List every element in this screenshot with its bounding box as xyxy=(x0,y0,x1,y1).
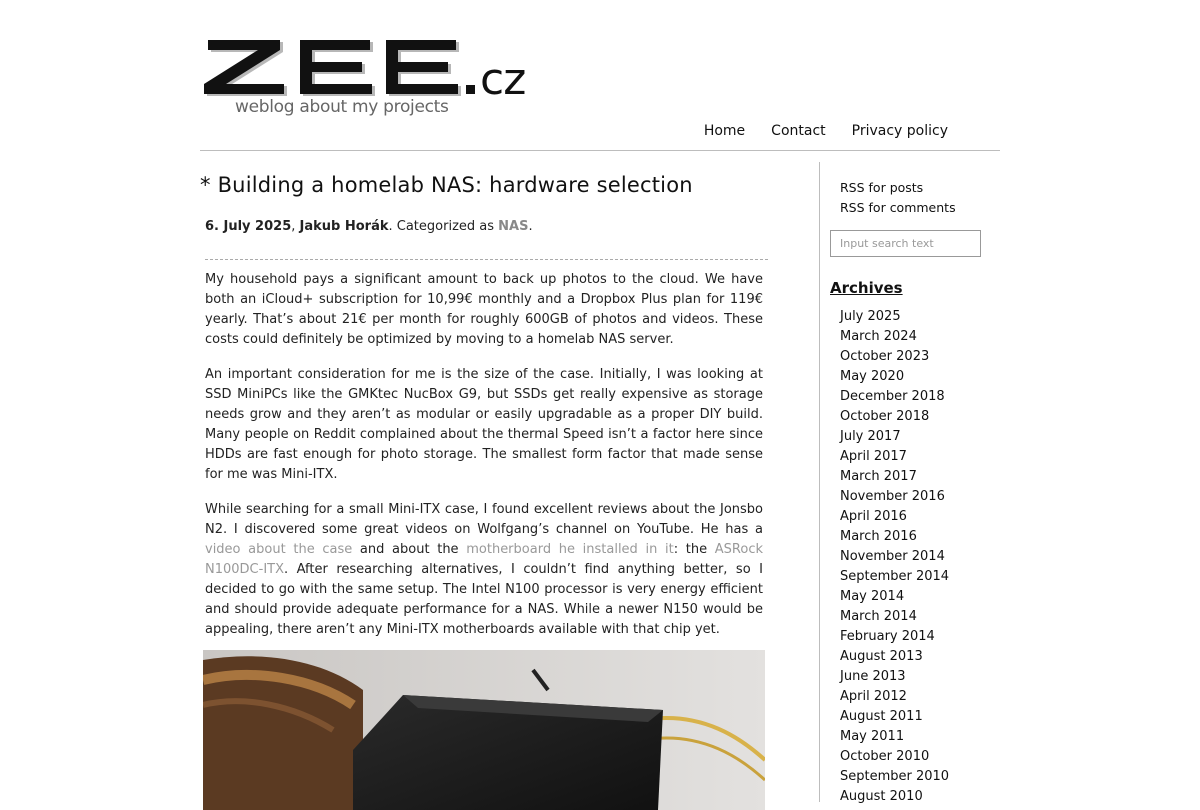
svg-text:cz: cz xyxy=(480,54,526,98)
archive-month-link[interactable]: March 2017 xyxy=(840,469,917,484)
paragraph-3-text-a: While searching for a small Mini-ITX case, I found excellent reviews about the Jonsbo N2. I discovered some great videos on Wolfgang’s channel on YouTube. He has a xyxy=(205,502,763,537)
meta-separator: , xyxy=(291,219,300,234)
top-navigation xyxy=(704,123,948,139)
archive-month-link[interactable]: August 2010 xyxy=(840,789,923,804)
archive-item xyxy=(840,427,1000,447)
archive-month-link[interactable]: June 2013 xyxy=(840,669,906,684)
rss-comments-link[interactable]: RSS for comments xyxy=(840,200,956,215)
nav-contact-link[interactable]: Contact xyxy=(771,123,826,139)
archive-month-link[interactable]: November 2016 xyxy=(840,489,945,504)
archive-month-link[interactable]: July 2025 xyxy=(840,309,901,324)
post-paragraph-3 xyxy=(205,500,763,640)
archive-month-link[interactable]: May 2020 xyxy=(840,369,905,384)
archive-month-link[interactable]: August 2011 xyxy=(840,709,923,724)
search-input[interactable] xyxy=(830,230,981,257)
post-category-link[interactable]: NAS xyxy=(498,219,529,234)
archive-month-link[interactable]: September 2014 xyxy=(840,569,950,584)
archive-month-link[interactable]: October 2010 xyxy=(840,749,930,764)
motherboard-video-link[interactable]: motherboard he installed in it xyxy=(466,542,674,557)
archive-item xyxy=(840,527,1000,547)
archive-item xyxy=(840,707,1000,727)
archive-month-link[interactable]: April 2012 xyxy=(840,689,907,704)
nas-case-photo xyxy=(203,650,765,810)
post-title[interactable]: * Building a homelab NAS: hardware selection xyxy=(200,173,693,197)
archive-item xyxy=(840,787,1000,807)
meta-period: . xyxy=(528,219,533,234)
archive-month-link[interactable]: December 2018 xyxy=(840,389,945,404)
archive-month-link[interactable]: August 2013 xyxy=(840,649,923,664)
archive-item xyxy=(840,587,1000,607)
post-meta xyxy=(205,219,768,260)
paragraph-3-text-c: : the xyxy=(673,542,715,557)
main-content xyxy=(200,160,768,810)
archive-month-link[interactable]: September 2010 xyxy=(840,769,950,784)
archive-item xyxy=(840,467,1000,487)
archive-month-link[interactable]: March 2024 xyxy=(840,329,917,344)
archive-month-link[interactable]: March 2014 xyxy=(840,609,917,624)
page xyxy=(200,0,1000,804)
archive-item xyxy=(840,567,1000,587)
rss-posts-link[interactable]: RSS for posts xyxy=(840,180,924,195)
post-paragraph-2: An important consideration for me is the size of the case. Initially, I was looking at SSD MiniPCs like the GMKtec NucBox G9, but SSDs get really expensive as storage needs grow and they aren’t as modular or easily upgradable as a proper DIY build. Many people on Reddit complained about the thermal Speed isn’t a factor here since HDDs are fast enough for photo storage. The smallest form factor that made sense for me was Mini-ITX. xyxy=(205,367,763,482)
header-divider xyxy=(200,150,1000,151)
archive-item xyxy=(840,327,1000,347)
meta-categorized-label: . Categorized as xyxy=(388,219,499,234)
post-author[interactable]: Jakub Horák xyxy=(299,219,389,234)
archive-item xyxy=(840,307,1000,327)
archive-month-link[interactable]: April 2016 xyxy=(840,509,907,524)
archive-item xyxy=(840,347,1000,367)
archive-month-link[interactable]: May 2014 xyxy=(840,589,905,604)
paragraph-3-text-b: and about the xyxy=(352,542,467,557)
video-about-case-link[interactable]: video about the case xyxy=(205,542,353,557)
archives-list xyxy=(840,307,1000,807)
archive-item xyxy=(840,487,1000,507)
archive-item xyxy=(840,367,1000,387)
asrock-motherboard-link[interactable]: ASRock N100DC-ITX xyxy=(205,542,763,577)
post-date: 6. July 2025 xyxy=(205,219,292,234)
archive-item xyxy=(840,767,1000,787)
sidebar xyxy=(830,162,1000,807)
archive-item xyxy=(840,667,1000,687)
archive-month-link[interactable]: March 2016 xyxy=(840,529,917,544)
paragraph-3-text-d: . After researching alternatives, I couldn’t find anything better, so I decided to go with the same setup. The Intel N100 processor is very energy efficient and should provide adequate performance for a NAS. While a newer N150 would be appealing, there aren’t any Mini-ITX motherboards available with that chip yet. xyxy=(205,562,763,637)
archive-month-link[interactable]: October 2018 xyxy=(840,409,930,424)
nas-photo-illustration xyxy=(203,650,765,810)
zee-logo-graphic xyxy=(204,36,576,98)
archive-item xyxy=(840,627,1000,647)
archives-heading: Archives xyxy=(830,279,903,297)
archive-month-link[interactable]: July 2017 xyxy=(840,429,901,444)
archive-month-link[interactable]: October 2023 xyxy=(840,349,930,364)
archive-month-link[interactable]: April 2017 xyxy=(840,449,907,464)
archive-item xyxy=(840,547,1000,567)
archive-item xyxy=(840,447,1000,467)
site-tagline: weblog about my projects xyxy=(235,97,449,117)
archive-item xyxy=(840,607,1000,627)
archive-item xyxy=(840,507,1000,527)
archive-item xyxy=(840,387,1000,407)
sidebar-divider xyxy=(819,162,820,802)
archive-month-link[interactable]: May 2011 xyxy=(840,729,905,744)
archive-month-link[interactable]: November 2014 xyxy=(840,549,945,564)
nav-privacy-policy-link[interactable]: Privacy policy xyxy=(851,123,948,139)
archive-month-link[interactable]: February 2014 xyxy=(840,629,935,644)
nav-home-link[interactable]: Home xyxy=(703,123,746,139)
archive-item xyxy=(840,747,1000,767)
archive-item xyxy=(840,687,1000,707)
rss-feeds xyxy=(840,178,1000,218)
archive-item xyxy=(840,647,1000,667)
archive-item xyxy=(840,727,1000,747)
post-paragraph-1: My household pays a significant amount to back up photos to the cloud. We have both an iCloud+ subscription for 10,99€ monthly and a Dropbox Plus plan for 119€ yearly. That’s about 21€ per month for roughly 600GB of photos and videos. These costs could definitely be optimized by moving to a homelab NAS server. xyxy=(205,272,763,347)
archive-item xyxy=(840,407,1000,427)
